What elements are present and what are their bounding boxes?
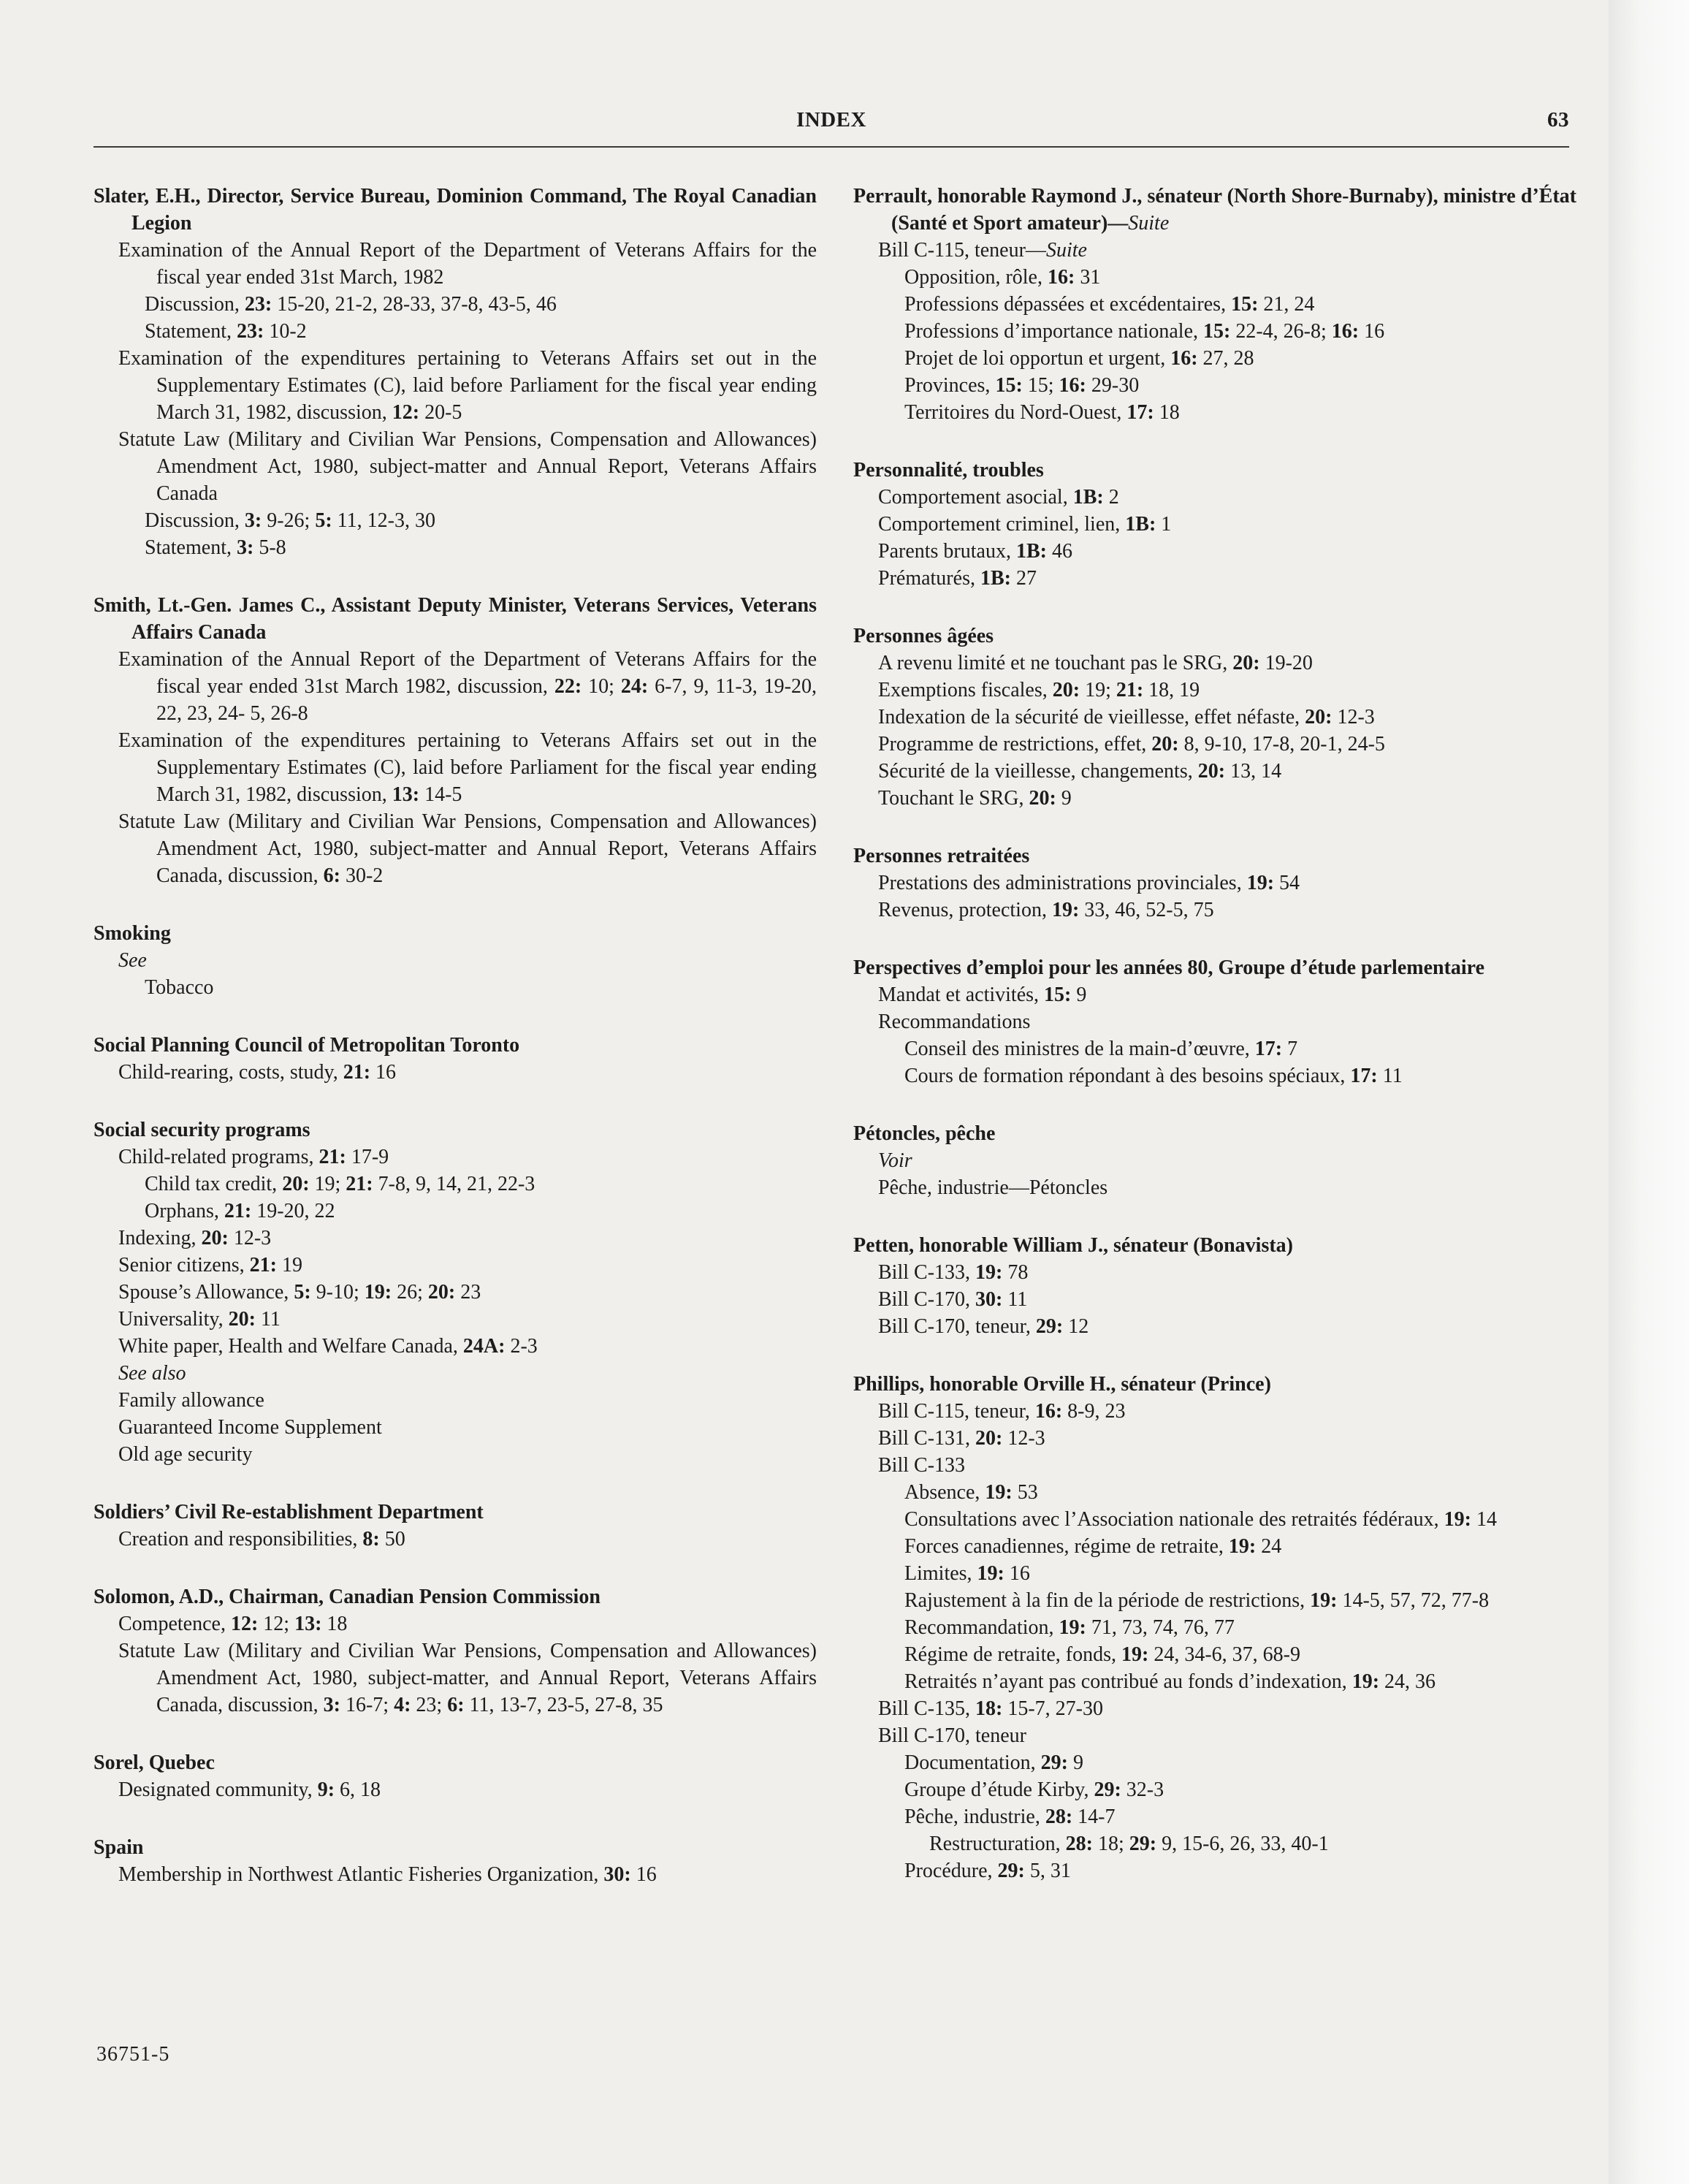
index-entry xyxy=(853,623,1576,812)
left-column xyxy=(94,183,817,1919)
entry-subline: Prématurés, 1B: 27 xyxy=(878,567,1037,590)
entry-subline: Senior citizens, 21: 19 xyxy=(118,1254,302,1276)
entry-subline: Retraités n’ayant pas contribué au fonds d’indexation, 19: 24, 36 xyxy=(904,1670,1436,1693)
entry-subline: Bill C-115, teneur, 16: 8-9, 23 xyxy=(878,1400,1126,1423)
entry-subline: Old age security xyxy=(118,1443,253,1466)
entry-heading: Perspectives d’emploi pour les années 80, Groupe d’étude parlementaire xyxy=(853,956,1485,979)
entry-heading: Slater, E.H., Director, Service Bureau, Dominion Command, The Royal Canadian Legion xyxy=(94,185,817,235)
entry-subline: Examination of the expenditures pertaining to Veterans Affairs set out in the Supplementary Estimates (C), laid before Parliament for the fiscal year ending March 31, 1982, discussion, 12: 20-5 xyxy=(118,347,817,424)
entry-subline: See also xyxy=(118,1362,186,1385)
entry-subline: Tobacco xyxy=(145,976,214,999)
entry-subline: Creation and responsibilities, 8: 50 xyxy=(118,1528,405,1551)
entry-subline: Touchant le SRG, 20: 9 xyxy=(878,787,1072,810)
header-rule xyxy=(94,146,1569,148)
index-entry xyxy=(94,1583,817,1719)
entry-subline: Child tax credit, 20: 19; 21: 7-8, 9, 14, 21, 22-3 xyxy=(145,1173,535,1195)
index-entry xyxy=(94,1834,817,1888)
entry-heading: Personnalité, troubles xyxy=(853,459,1044,482)
index-entry xyxy=(853,842,1576,924)
entry-subline: Statement, 3: 5-8 xyxy=(145,536,286,559)
entry-subline: Conseil des ministres de la main-d’œuvre, 17: 7 xyxy=(904,1038,1298,1060)
entry-subline: Guaranteed Income Supplement xyxy=(118,1416,382,1439)
entry-subline: Professions d’importance nationale, 15: 22-4, 26-8; 16: 16 xyxy=(904,320,1385,343)
entry-subline: Bill C-170, teneur xyxy=(878,1724,1026,1747)
entry-subline: Documentation, 29: 9 xyxy=(904,1751,1083,1774)
entry-subline: White paper, Health and Welfare Canada, 24A: 2-3 xyxy=(118,1335,538,1358)
entry-subline: Indexing, 20: 12-3 xyxy=(118,1227,272,1249)
index-entry xyxy=(853,954,1576,1089)
entry-subline: Examination of the Annual Report of the Department of Veterans Affairs for the fiscal year ended 31st March 1982, discussion, 22: 10; 24: 6-7, 9, 11-3, 19-20, 22, 23, 24- 5, 26-8 xyxy=(118,648,817,725)
entry-heading: Soldiers’ Civil Re-establishment Department xyxy=(94,1501,484,1523)
entry-subline: Statute Law (Military and Civilian War Pensions, Compensation and Allowances) Amendment Act, 1980, subject-matter and Annual Report, Veterans Affairs Canada xyxy=(118,428,817,505)
entry-subline: Mandat et activités, 15: 9 xyxy=(878,983,1087,1006)
entry-subline: Voir xyxy=(878,1149,912,1172)
running-header xyxy=(94,108,1569,137)
entry-heading: Personnes âgées xyxy=(853,625,994,647)
entry-subline: Competence, 12: 12; 13: 18 xyxy=(118,1613,348,1635)
entry-subline: Spouse’s Allowance, 5: 9-10; 19: 26; 20: 23 xyxy=(118,1281,481,1304)
entry-subline: Prestations des administrations provinciales, 19: 54 xyxy=(878,872,1300,894)
entry-heading: Social Planning Council of Metropolitan Toronto xyxy=(94,1034,520,1057)
entry-subline: Bill C-115, teneur—Suite xyxy=(878,239,1087,262)
entry-subline: Revenus, protection, 19: 33, 46, 52-5, 75 xyxy=(878,899,1214,921)
entry-heading: Phillips, honorable Orville H., sénateur (Prince) xyxy=(853,1373,1271,1396)
entry-subline: Universality, 20: 11 xyxy=(118,1308,281,1331)
entry-subline: Exemptions fiscales, 20: 19; 21: 18, 19 xyxy=(878,679,1200,701)
entry-heading: Social security programs xyxy=(94,1119,310,1141)
entry-subline: Discussion, 23: 15-20, 21-2, 28-33, 37-8, 43-5, 46 xyxy=(145,293,557,316)
entry-subline: Orphans, 21: 19-20, 22 xyxy=(145,1200,335,1222)
entry-subline: Projet de loi opportun et urgent, 16: 27, 28 xyxy=(904,347,1254,370)
index-entry xyxy=(94,183,817,561)
entry-subline: Parents brutaux, 1B: 46 xyxy=(878,540,1072,563)
index-entry xyxy=(853,1120,1576,1201)
entry-subline: Consultations avec l’Association nationale des retraités fédéraux, 19: 14 xyxy=(904,1508,1497,1531)
entry-subline: Cours de formation répondant à des besoins spéciaux, 17: 11 xyxy=(904,1065,1403,1087)
entry-subline: Child-rearing, costs, study, 21: 16 xyxy=(118,1061,397,1084)
entry-subline: Procédure, 29: 5, 31 xyxy=(904,1860,1071,1882)
page-number: 63 xyxy=(1547,108,1569,132)
entry-subline: Restructuration, 28: 18; 29: 9, 15-6, 26, 33, 40-1 xyxy=(929,1833,1329,1855)
entry-subline: Opposition, rôle, 16: 31 xyxy=(904,266,1101,289)
entry-subline: Professions dépassées et excédentaires, 15: 21, 24 xyxy=(904,293,1315,316)
entry-subline: Examination of the expenditures pertaining to Veterans Affairs set out in the Supplementary Estimates (C), laid before Parliament for the fiscal year ending March 31, 1982, discussion, 13: 14-5 xyxy=(118,729,817,806)
entry-subline: Membership in Northwest Atlantic Fisheries Organization, 30: 16 xyxy=(118,1863,657,1886)
entry-heading: Solomon, A.D., Chairman, Canadian Pension Commission xyxy=(94,1586,601,1608)
index-entry xyxy=(853,1232,1576,1340)
entry-subline: Bill C-135, 18: 15-7, 27-30 xyxy=(878,1697,1103,1720)
entry-heading: Sorel, Quebec xyxy=(94,1751,215,1774)
footer-code: 36751-5 xyxy=(96,2043,170,2066)
entry-subline: Forces canadiennes, régime de retraite, 19: 24 xyxy=(904,1535,1282,1558)
index-entry xyxy=(94,1116,817,1468)
entry-subline: Territoires du Nord-Ouest, 17: 18 xyxy=(904,401,1180,424)
entry-heading: Pétoncles, pêche xyxy=(853,1122,996,1145)
entry-heading: Perrault, honorable Raymond J., sénateur (North Shore-Burnaby), ministre d’État (Santé et Sport amateur)—Suite xyxy=(853,185,1576,235)
entry-subline: Groupe d’étude Kirby, 29: 32-3 xyxy=(904,1778,1164,1801)
index-entry xyxy=(94,1749,817,1803)
entry-subline: Pêche, industrie—Pétoncles xyxy=(878,1176,1108,1199)
entry-subline: Bill C-170, teneur, 29: 12 xyxy=(878,1315,1089,1338)
entry-subline: Programme de restrictions, effet, 20: 8, 9-10, 17-8, 20-1, 24-5 xyxy=(878,733,1385,756)
entry-subline: Family allowance xyxy=(118,1389,264,1412)
entry-subline: Rajustement à la fin de la période de restrictions, 19: 14-5, 57, 72, 77-8 xyxy=(904,1589,1490,1612)
page-edge-shadow xyxy=(1609,0,1689,2184)
entry-subline: Designated community, 9: 6, 18 xyxy=(118,1778,381,1801)
entry-subline: Comportement asocial, 1B: 2 xyxy=(878,486,1119,509)
entry-heading: Personnes retraitées xyxy=(853,845,1030,867)
index-entry xyxy=(853,1371,1576,1884)
index-entry xyxy=(94,920,817,1001)
entry-heading: Smith, Lt.-Gen. James C., Assistant Deputy Minister, Veterans Services, Veterans Affairs Canada xyxy=(94,594,817,644)
entry-heading: Spain xyxy=(94,1836,144,1859)
entry-heading: Petten, honorable William J., sénateur (Bonavista) xyxy=(853,1234,1293,1257)
entry-subline: See xyxy=(118,949,147,972)
entry-subline: Examination of the Annual Report of the Department of Veterans Affairs for the fiscal year ended 31st March, 1982 xyxy=(118,239,817,289)
entry-subline: Comportement criminel, lien, 1B: 1 xyxy=(878,513,1172,536)
entry-subline: Absence, 19: 53 xyxy=(904,1481,1038,1504)
entry-subline: Discussion, 3: 9-26; 5: 11, 12-3, 30 xyxy=(145,509,435,532)
right-column xyxy=(853,183,1576,1915)
entry-subline: Statute Law (Military and Civilian War Pensions, Compensation and Allowances) Amendment Act, 1980, subject-matter and Annual Report, Veterans Affairs Canada, discussion, 6: 30-2 xyxy=(118,810,817,887)
index-entry xyxy=(94,1499,817,1553)
entry-subline: Sécurité de la vieillesse, changements, 20: 13, 14 xyxy=(878,760,1282,783)
entry-subline: Bill C-131, 20: 12-3 xyxy=(878,1427,1045,1450)
entry-subline: Limites, 19: 16 xyxy=(904,1562,1030,1585)
entry-subline: Bill C-133 xyxy=(878,1454,966,1477)
index-entry xyxy=(853,183,1576,426)
entry-subline: Recommandation, 19: 71, 73, 74, 76, 77 xyxy=(904,1616,1235,1639)
entry-subline: Pêche, industrie, 28: 14-7 xyxy=(904,1806,1116,1828)
entry-subline: Régime de retraite, fonds, 19: 24, 34-6, 37, 68-9 xyxy=(904,1643,1300,1666)
header-title: INDEX xyxy=(796,108,866,132)
entry-heading: Smoking xyxy=(94,922,171,945)
index-entry xyxy=(94,1032,817,1086)
entry-subline: Bill C-170, 30: 11 xyxy=(878,1288,1028,1311)
index-entry xyxy=(94,592,817,889)
entry-subline: Bill C-133, 19: 78 xyxy=(878,1261,1029,1284)
entry-subline: Child-related programs, 21: 17-9 xyxy=(118,1146,389,1168)
index-entry xyxy=(853,457,1576,592)
entry-subline: A revenu limité et ne touchant pas le SRG, 20: 19-20 xyxy=(878,652,1313,674)
entry-subline: Statute Law (Military and Civilian War Pensions, Compensation and Allowances) Amendment Act, 1980, subject-matter, and Annual Report, Veterans Affairs Canada, discussion, 3: 16-7; 4: 23; 6: 11, 13-7, 23-5, 27-8, 35 xyxy=(118,1640,817,1716)
entry-subline: Indexation de la sécurité de vieillesse, effet néfaste, 20: 12-3 xyxy=(878,706,1375,728)
entry-subline: Statement, 23: 10-2 xyxy=(145,320,307,343)
entry-subline: Recommandations xyxy=(878,1011,1031,1033)
entry-subline: Provinces, 15: 15; 16: 29-30 xyxy=(904,374,1140,397)
